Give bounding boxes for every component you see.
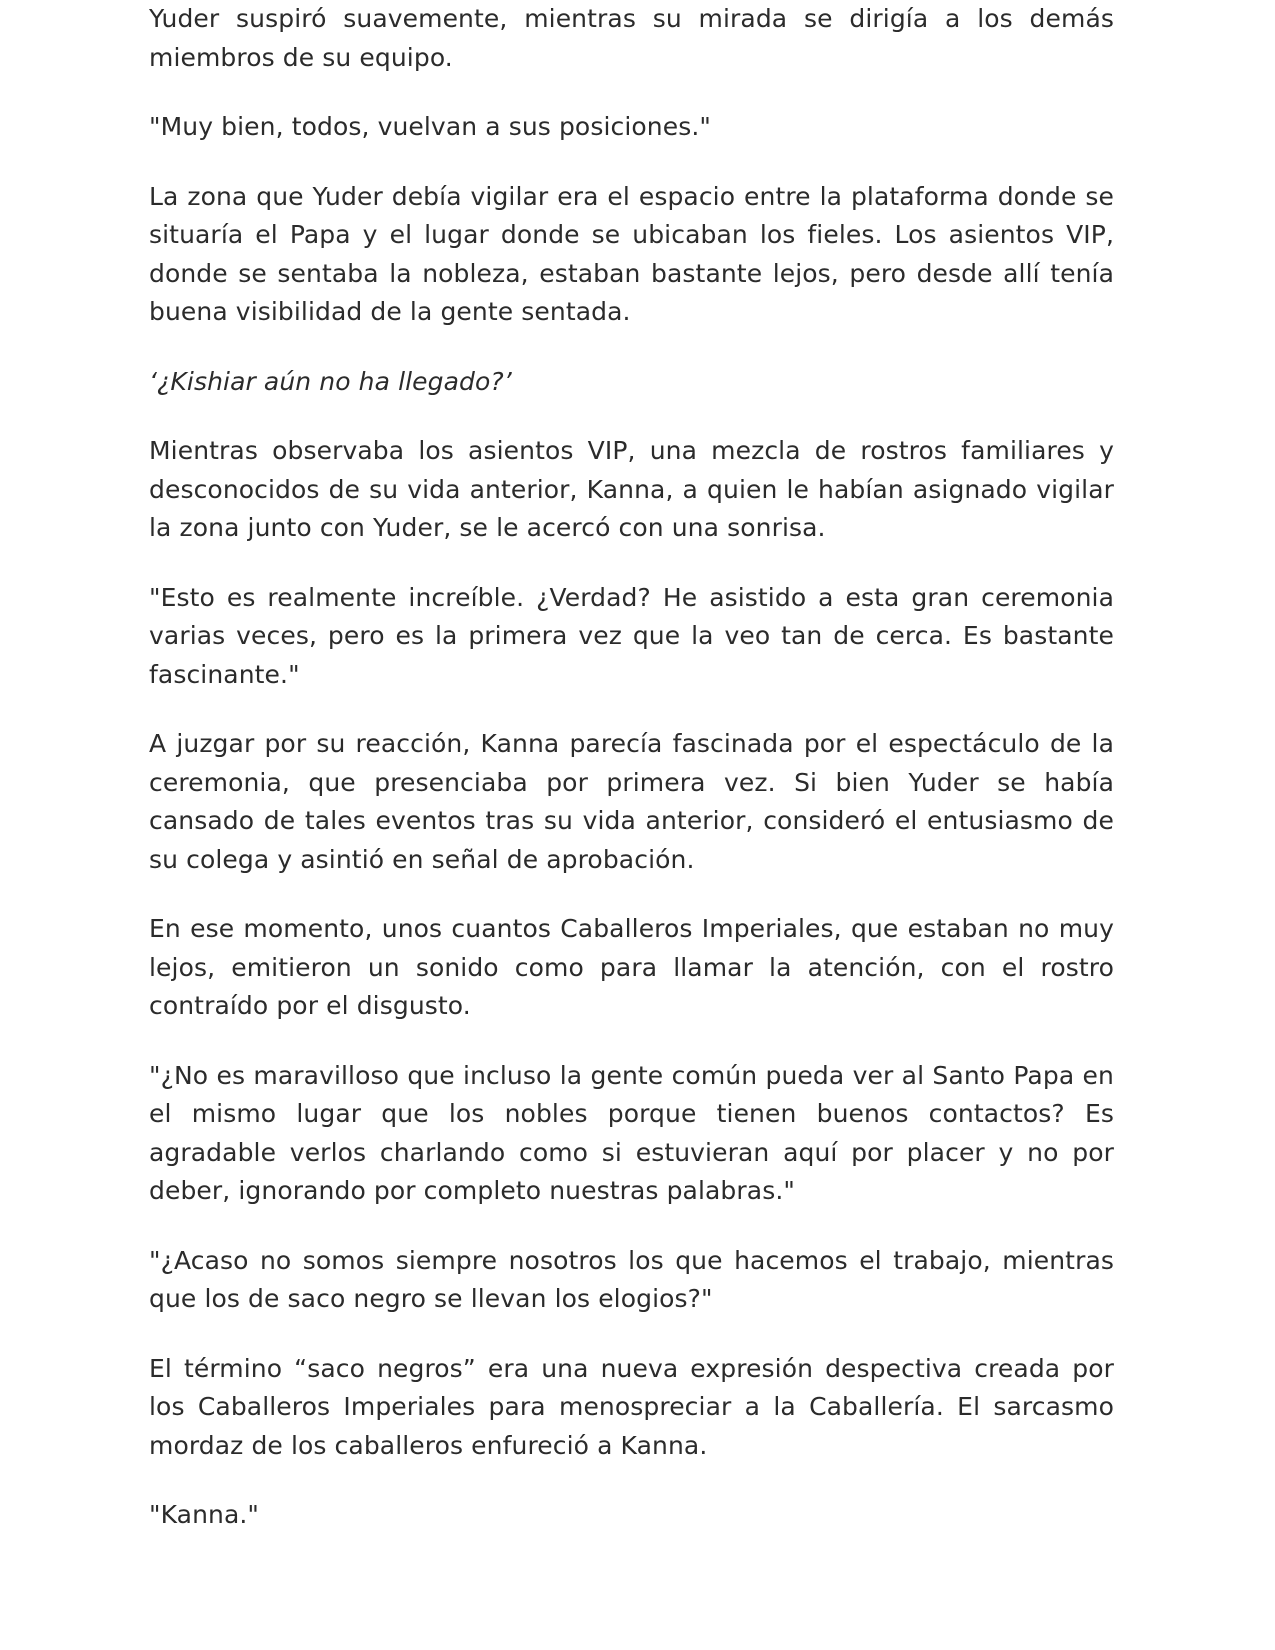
paragraph-5: Mientras observaba los asientos VIP, una mezcla de rostros familiares y desconocidos de su vida anterior, Kanna, a quien le habían asignado vigilar la zona junto con Yuder, se le acercó con una sonrisa.	[149, 436, 1114, 542]
paragraph-12: "Kanna."	[149, 1500, 260, 1529]
paragraph-8: En ese momento, unos cuantos Caballeros Imperiales, que estaban no muy lejos, emitieron un sonido como para llamar la atención, con el rostro contraído por el disgusto.	[149, 914, 1114, 1020]
paragraph-11: El término “saco negros” era una nueva expresión despectiva creada por los Caballeros Imperiales para menospreciar a la Caballería. El sarcasmo mordaz de los caballeros enfureció a Kanna.	[149, 1353, 1114, 1460]
paragraph-7: A juzgar por su reacción, Kanna parecía fascinada por el espectáculo de la ceremonia, que presenciaba por primera vez. Si bien Yuder se había cansado de tales eventos tras su vida anterior, consideró el entusiasmo de su colega y asintió en señal de aprobación.	[149, 729, 1114, 874]
paragraph-4-thought: ‘¿Kishiar aún no ha llegado?’	[149, 366, 512, 396]
paragraph-2: "Muy bien, todos, vuelvan a sus posiciones."	[149, 112, 711, 141]
paragraph-1: Yuder suspiró suavemente, mientras su mirada se dirigía a los demás miembros de su equipo.	[149, 4, 1114, 72]
paragraph-9: "¿No es maravilloso que incluso la gente común pueda ver al Santo Papa en el mismo lugar que los nobles porque tienen buenos contactos? Es agradable verlos charlando como si estuvieran aquí por placer y no por deber, ignorando por completo nuestras palabras."	[149, 1060, 1114, 1205]
paragraph-10: "¿Acaso no somos siempre nosotros los que hacemos el trabajo, mientras que los de saco negro se llevan los elogios?"	[149, 1245, 1114, 1313]
paragraph-3: La zona que Yuder debía vigilar era el espacio entre la plataforma donde se situaría el Papa y el lugar donde se ubicaban los fieles. Los asientos VIP, donde se sentaba la nobleza, estaban bastante lejos, pero desde allí tenía buena visibilidad de la gente sentada.	[149, 181, 1114, 326]
document-page	[149, 0, 1114, 1535]
paragraph-6: "Esto es realmente increíble. ¿Verdad? He asistido a esta gran ceremonia varias veces, pero es la primera vez que la veo tan de cerca. Es bastante fascinante."	[149, 582, 1114, 689]
